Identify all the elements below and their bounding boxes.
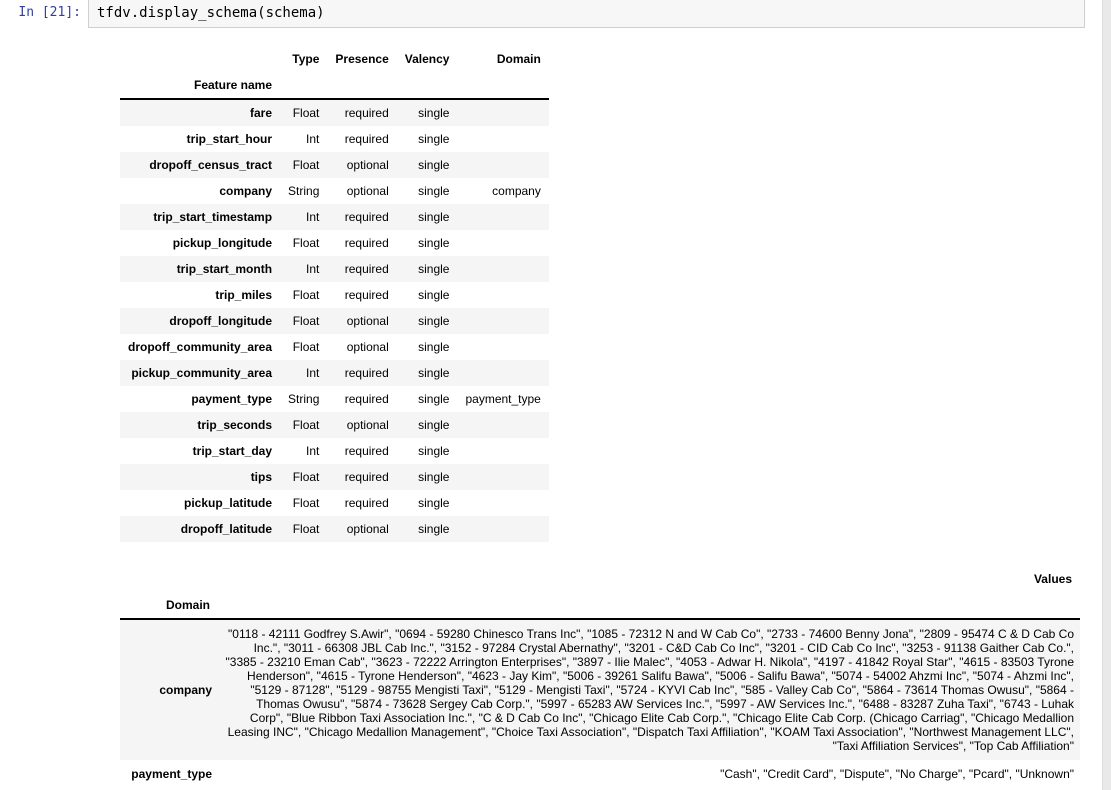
cell-output [120,46,1111,788]
type-cell: Float [292,418,320,432]
domain-cell [457,516,548,542]
feature-name-cell: trip_start_month [176,262,273,276]
table-row [120,99,549,126]
valency-cell: single [418,340,450,354]
type-cell: Float [292,288,320,302]
column-header-domain: Domain [496,52,541,66]
valency-cell: single [418,366,450,380]
feature-name-cell: pickup_community_area [131,366,273,380]
domain-cell [457,152,548,178]
table-row [120,178,549,204]
domain-cell [457,412,548,438]
valency-cell: single [418,184,450,198]
valency-cell: single [418,496,450,510]
presence-cell: required [344,236,389,250]
column-header-valency: Valency [404,52,450,66]
presence-cell: optional [346,340,389,354]
code-input[interactable]: tfdv.display_schema(schema) [88,0,1085,28]
presence-cell: required [344,366,389,380]
presence-cell: optional [346,314,389,328]
domain-cell [457,334,548,360]
valency-cell: single [418,470,450,484]
scrollbar[interactable] [1102,0,1111,790]
table-row [120,619,1080,760]
feature-name-cell: pickup_longitude [172,236,273,250]
presence-cell: optional [346,158,389,172]
table-row [120,386,549,412]
domain-cell [457,256,548,282]
domain-cell [457,230,548,256]
feature-name-cell: trip_start_hour [186,132,273,146]
feature-name-cell: fare [250,106,273,120]
domain-cell [457,360,548,386]
blank-header-cell [218,592,1080,619]
input-prompt: In [21]: [18,5,81,20]
valency-cell: single [418,444,450,458]
feature-name-cell: trip_seconds [197,418,273,432]
type-cell: Float [292,470,320,484]
valency-cell: single [418,314,450,328]
table-row [120,308,549,334]
code-cell [0,0,1111,28]
presence-cell: required [344,210,389,224]
blank-header-cell [120,46,280,72]
valency-cell: single [418,106,450,120]
column-header-values: Values [1033,572,1072,586]
feature-name-cell: dropoff_latitude [180,522,273,536]
table-row [120,204,549,230]
feature-name-cell: company [219,184,273,198]
valency-cell: single [418,262,450,276]
presence-cell: required [344,262,389,276]
type-cell: Float [292,314,320,328]
presence-cell: optional [346,418,389,432]
valency-cell: single [418,522,450,536]
table-row [120,152,549,178]
type-cell: Float [292,496,320,510]
feature-name-cell: dropoff_census_tract [149,158,273,172]
table-row [120,412,549,438]
domain-name-cell: company [159,683,212,697]
feature-name-cell: trip_miles [215,288,273,302]
table-row [120,256,549,282]
feature-name-cell: trip_start_day [192,444,273,458]
feature-name-cell: trip_start_timestamp [153,210,273,224]
blank-header-cell [327,72,396,99]
schema-table-header [120,46,549,99]
presence-cell: required [344,496,389,510]
domain-values-cell: "0118 - 42111 Godfrey S.Awir", "0694 - 59280 Chinesco Trans Inc", "1085 - 72312 N and W Cab Co", "2733 - 74600 Benny Jona", "2809 - 95474 C & D Cab Co Inc.", "3011 - 66308 JBL Cab Inc.", "3152 - 97284 Crystal Abernathy", "3201 - C&D Cab Co Inc", "3201 - CID Cab Co Inc", "3253 - 91138 Gaither Cab Co.", "3385 - 23210 Eman Cab", "3623 - 72222 Arrington Enterprises", "3897 - Ilie Malec", "4053 - Adwar H. Nikola", "4197 - 41842 Royal Star", "4615 - 83503 Tyrone Henderson", "4615 - Tyrone Henderson", "4623 - Jay Kim", "5006 - 39261 Salifu Bawa", "5006 - Salifu Bawa", "5074 - 54002 Ahzmi Inc", "5074 - Ahzmi Inc", "5129 - 87128", "5129 - 98755 Mengisti Taxi", "5129 - Mengisti Taxi", "5724 - KYVI Cab Inc", "585 - Valley Cab Co", "5864 - 73614 Thomas Owusu", "5864 - Thomas Owusu", "5874 - 73628 Sergey Cab Corp.", "5997 - 65283 AW Services Inc.", "5997 - AW Services Inc.", "6488 - 83287 Zuha Taxi", "6743 - Luhak Corp", "Blue Ribbon Taxi Association Inc.", "C & D Cab Co Inc", "Chicago Elite Cab Corp.", "Chicago Elite Cab Corp. (Chicago Carriag", "Chicago Medallion Leasing INC", "Chicago Medallion Management", "Choice Taxi Association", "Dispatch Taxi Affiliation", "KOAM Taxi Association", "Northwest Management LLC", "Taxi Affiliation Services", "Top Cab Affiliation" [225,627,1074,753]
domains-table [120,566,1080,788]
feature-name-cell: payment_type [191,392,273,406]
table-row [120,438,549,464]
domain-cell [457,490,548,516]
table-row [120,360,549,386]
valency-cell: single [418,236,450,250]
table-row [120,230,549,256]
domain-cell [457,126,548,152]
type-cell: String [288,184,320,198]
valency-cell: single [418,132,450,146]
feature-name-cell: pickup_latitude [184,496,273,510]
schema-table-body [120,99,549,542]
feature-name-cell: dropoff_longitude [169,314,273,328]
domain-cell [457,308,548,334]
type-cell: Float [292,522,320,536]
presence-cell: optional [346,184,389,198]
column-header-type: Type [292,52,320,66]
table-row [120,126,549,152]
domain-cell: company [492,184,541,198]
type-cell: Int [306,132,320,146]
presence-cell: optional [346,522,389,536]
valency-cell: single [418,392,450,406]
domain-cell: payment_type [465,392,541,406]
table-row [120,490,549,516]
type-cell: Float [292,106,320,120]
feature-name-cell: tips [250,470,273,484]
presence-cell: required [344,288,389,302]
valency-cell: single [418,210,450,224]
index-name-header: Feature name [120,72,280,99]
blank-header-cell [120,566,218,592]
domain-cell [457,204,548,230]
presence-cell: required [344,106,389,120]
presence-cell: required [344,132,389,146]
valency-cell: single [418,418,450,432]
domain-cell [457,99,548,126]
domain-cell [457,282,548,308]
type-cell: Float [292,236,320,250]
blank-header-cell [397,72,458,99]
presence-cell: required [344,470,389,484]
table-row [120,334,549,360]
valency-cell: single [418,158,450,172]
blank-header-cell [280,72,327,99]
type-cell: Float [292,340,320,354]
type-cell: Int [306,366,320,380]
feature-name-cell: dropoff_community_area [128,340,273,354]
valency-cell: single [418,288,450,302]
domain-cell [457,464,548,490]
column-header-presence: Presence [335,52,389,66]
type-cell: Int [306,210,320,224]
domain-name-cell: payment_type [131,767,212,781]
table-row [120,516,549,542]
type-cell: Int [306,444,320,458]
index-name-header: Domain [120,592,218,619]
domain-values-cell: "Cash", "Credit Card", "Dispute", "No Charge", "Pcard", "Unknown" [720,767,1074,781]
domains-table-header [120,566,1080,619]
type-cell: Float [292,158,320,172]
table-row [120,464,549,490]
schema-table [120,46,549,542]
type-cell: Int [306,262,320,276]
domains-table-body [120,619,1080,788]
blank-header-cell [457,72,548,99]
table-row [120,282,549,308]
presence-cell: required [344,444,389,458]
presence-cell: required [344,392,389,406]
table-row [120,760,1080,788]
type-cell: String [288,392,320,406]
domain-cell [457,438,548,464]
